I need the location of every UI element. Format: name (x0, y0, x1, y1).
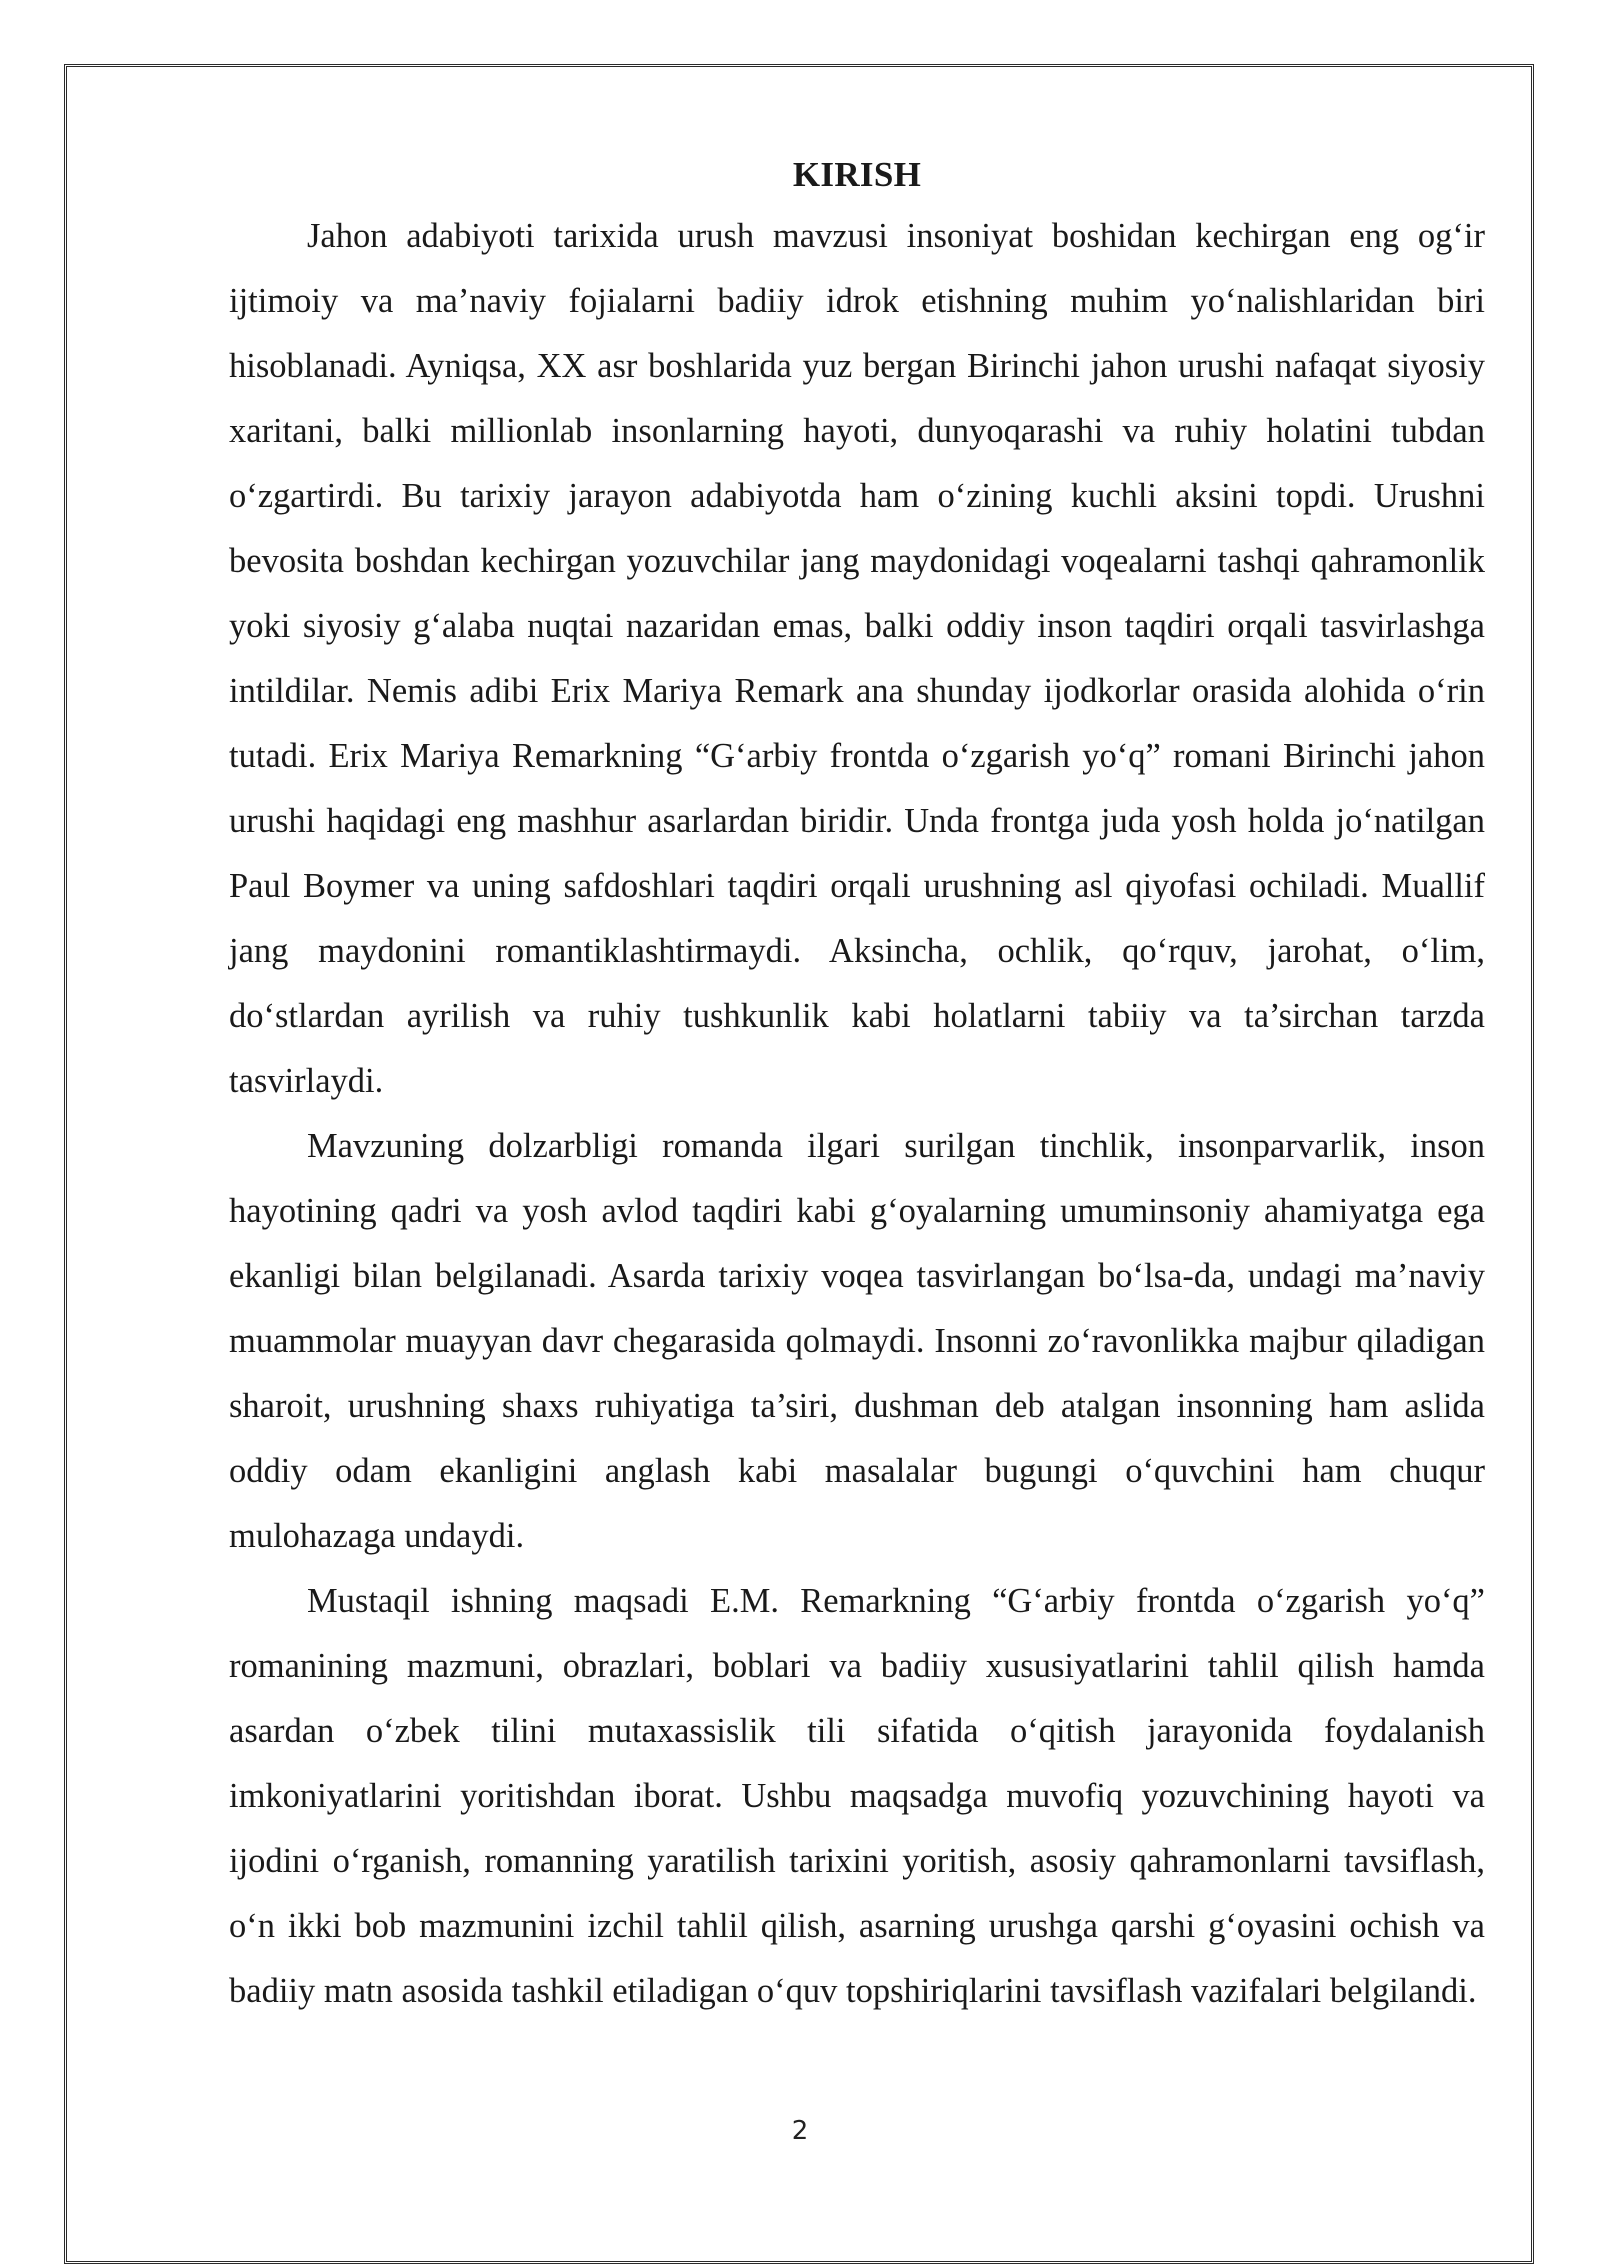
page-number: 2 (791, 2116, 809, 2146)
section-heading: KIRISH (792, 155, 922, 194)
paragraph-relevance: Mavzuning dolzarbligi romanda ilgari surilgan tinchlik, insonparvarlik, inson hayotining qadri va yosh avlod taqdiri kabi g‘oyalarning umuminsoniy ahamiyatga ega ekanligi bilan belgilanadi. Asarda tarixiy voqea tasvirlangan bo‘lsa-da, undagi ma’naviy muammolar muayyan davr chegarasida qolmaydi. Insonni zo‘ravonlikka majbur qiladigan sharoit, urushning shaxs ruhiyatiga ta’siri, dushman deb atalgan insonning ham aslida oddiy odam ekanligini anglash kabi masalalar bugungi o‘quvchini ham chuqur mulohazaga undaydi. (229, 1127, 1485, 1555)
paragraph-purpose: Mustaqil ishning maqsadi E.M. Remarkning “G‘arbiy frontda o‘zgarish yo‘q” romanining mazmuni, obrazlari, boblari va badiiy xususiyatlarini tahlil qilish hamda asardan o‘zbek tilini mutaxassislik tili sifatida o‘qitish jarayonida foydalanish imkoniyatlarini yoritishdan iborat. Ushbu maqsadga muvofiq yozuvchining hayoti va ijodini o‘rganish, romanning yaratilish tarixini yoritish, asosiy qahramonlarni tavsiflash, o‘n ikki bob mazmunini izchil tahlil qilish, asarning urushga qarshi g‘oyasini ochish va badiiy matn asosida tashkil etiladigan o‘quv topshiriqlarini tavsiflash vazifalari belgilandi. (229, 1582, 1485, 2010)
document-body (229, 146, 1485, 2024)
paragraph-intro: Jahon adabiyoti tarixida urush mavzusi insoniyat boshidan kechirgan eng og‘ir ijtimoiy va ma’naviy fojialarni badiiy idrok etishning muhim yo‘nalishlaridan biri hisoblanadi. Ayniqsa, XX asr boshlarida yuz bergan Birinchi jahon urushi nafaqat siyosiy xaritani, balki millionlab insonlarning hayoti, dunyoqarashi va ruhiy holatini tubdan o‘zgartirdi. Bu tarixiy jarayon adabiyotda ham o‘zining kuchli aksini topdi. Urushni bevosita boshdan kechirgan yozuvchilar jang maydonidagi voqealarni tashqi qahramonlik yoki siyosiy g‘alaba nuqtai nazaridan emas, balki oddiy inson taqdiri orqali tasvirlashga intildilar. Nemis adibi Erix Mariya Remark ana shunday ijodkorlar orasida alohida o‘rin tutadi. Erix Mariya Remarkning “G‘arbiy frontda o‘zgarish yo‘q” romani Birinchi jahon urushi haqidagi eng mashhur asarlardan biridir. Unda frontga juda yosh holda jo‘natilgan Paul Boymer va uning safdoshlari taqdiri orqali urushning asl qiyofasi ochiladi. Muallif jang maydonini romantiklashtirmaydi. Aksincha, ochlik, qo‘rquv, jarohat, o‘lim, do‘stlardan ayrilish va ruhiy tushkunlik kabi holatlarni tabiiy va ta’sirchan tarzda tasvirlaydi. (229, 217, 1485, 1100)
